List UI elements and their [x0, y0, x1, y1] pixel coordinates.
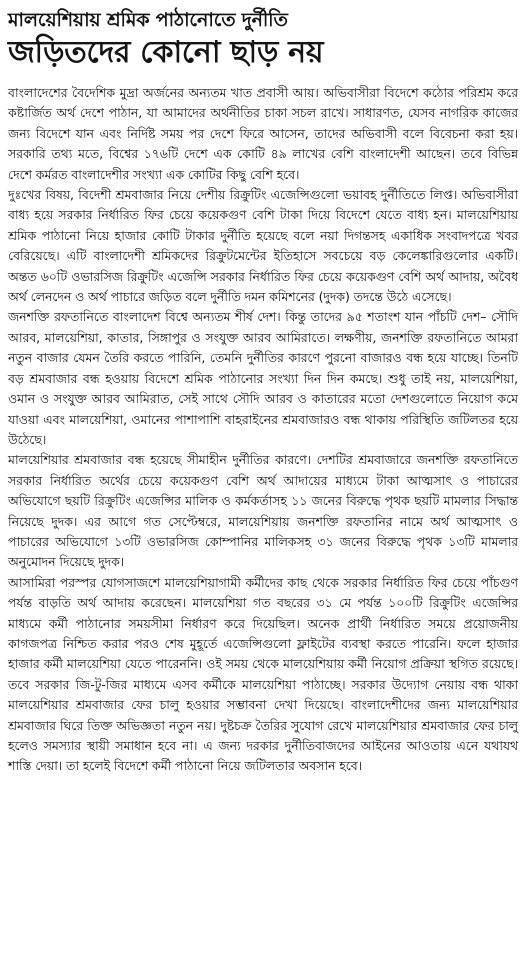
- paragraph-2: দুঃখের বিষয়, বিদেশী শ্রমবাজার নিয়ে দেশীয় রিক্রুটিং এজেন্সিগুলো ভয়াবহ দুর্নীতিতে লিপ্ত। অভিবাসীরা বাধ্য হয়ে সরকার নির্ধারিত ফির চেয়ে কয়েকগুণ বেশি টাকা দিয়ে বিদেশে যেতে বাধ্য হন। মালয়েশিয়ায় শ্রমিক পাঠানো নিয়ে হাজার কোটি টাকার দুর্নীতি হয়েছে বলে নয়া দিগন্তসহ একাধিক সংবাদপত্রে খবর বেরিয়েছে। এটি বাংলাদেশী শ্রমিকদের রিক্রুটমেন্টের ইতিহাসে সবচেয়ে বড় কেলেঙ্কারিগুলোর একটি। অন্তত ৬০টি ওভারসিজ রিক্রুটিং এজেন্সি সরকার নির্ধারিত ফির চেয়ে কয়েকগুণ বেশি অর্থ আদায়, অবৈধ অর্থ লেনদেন ও অর্থ পাচারে জড়িত বলে দুর্নীতি দমন কমিশনের (দুদক) তদন্তে উঠে এসেছে।: [8, 187, 518, 305]
- headline: জড়িতদের কোনো ছাড় নয়: [8, 35, 324, 70]
- paragraph-4: মালয়েশিয়ার শ্রমবাজার বন্ধ হয়েছে সীমাহীন দুর্নীতির কারণে। দেশটির শ্রমবাজারে জনশক্তি রফতানিতে সরকার নির্ধারিত অর্থের চেয়ে কয়েকগুণ বেশি অর্থ আদায়ের মাধ্যমে টাকা আত্মসাৎ ও পাচারের অভিযোগে ছয়টি রিক্রুটিং এজেন্সির মালিক ও কর্মকর্তাসহ ১১ জনের বিরুদ্ধে পৃথক ছয়টি মামলার সিদ্ধান্ত নিয়েছে দুদক। এর আগে গত সেপ্টেম্বরে, মালয়েশিয়ায় জনশক্তি রফতানির নামে অর্থ আত্মসাৎ ও পাচারের অভিযোগে ১৩টি ওভারসিজ কোম্পানির মালিকসহ ৩১ জনের বিরুদ্ধে পৃথক ১৩টি মামলার অনুমোদন দিয়েছে দুদক।: [8, 452, 518, 570]
- paragraph-5: আসামিরা পরস্পর যোগসাজশে মালয়েশিয়াগামী কর্মীদের কাছ থেকে সরকার নির্ধারিত ফির চেয়ে পাঁচগুণ পর্যন্ত বাড়তি অর্থ আদায় করেছেন। মালয়েশিয়া গত বছরের ৩১ মে পর্যন্ত ১০০টি রিক্রুটিং এজেন্সির মাধ্যমে কর্মী পাঠানোর সময়সীমা নির্ধারণ করে দিয়েছিল। অনেক প্রার্থী নির্ধারিত সময়ে প্রয়োজনীয় কাগজপত্র নিশ্চিত করার পরও শেষ মুহূর্তে এজেন্সিগুলো ফ্লাইটের ব্যবস্থা করতে পারেনি। ফলে হাজার হাজার কর্মী মালয়েশিয়া যেতে পারেননি। ওই সময় থেকে মালয়েশিয়ায় কর্মী নিয়োগ প্রক্রিয়া স্থগিত রয়েছে। তবে সরকার জি-টু-জির মাধ্যমে এসব কর্মীকে মালয়েশিয়া পাঠাচ্ছে। সরকার উদ্যোগ নেয়ায় বন্ধ থাকা মালয়েশিয়ার শ্রমবাজার ফের চালু হওয়ার সম্ভাবনা দেখা দিয়েছে। বাংলাদেশীদের জন্য মালয়েশিয়ার শ্রমবাজার ঘিরে তিক্ত অভিজ্ঞতা নতুন নয়। দুষ্টচক্র তৈরির সুযোগ রেখে মালয়েশিয়ার শ্রমবাজার ফের চালু হলেও সমস্যার স্থায়ী সমাধান হবে না। এ জন্য দরকার দুর্নীতিবাজদের আইনের আওতায় এনে যথাযথ শাস্তি দেয়া। তা হলেই বিদেশে কর্মী পাঠানো নিয়ে জটিলতার অবসান হবে।: [8, 574, 518, 774]
- paragraph-1: বাংলাদেশের বৈদেশিক মুদ্রা অর্জনের অন্যতম খাত প্রবাসী আয়। অভিবাসীরা বিদেশে কঠোর পরিশ্রম করে কষ্টার্জিত অর্থ দেশে পাঠান, যা আমাদের অর্থনীতির চাকা সচল রাখে। সাধারণত, যেসব নাগরিক কাজের জন্য বিদেশে যান এবং নির্দিষ্ট সময় পর দেশে ফিরে আসেন, তাদের অভিবাসী বলে বিবেচনা করা হয়। সরকারি তথ্য মতে, বিশ্বের ১৭৬টি দেশে এক কোটি ৪৯ লাখের বেশি বাংলাদেশী আছেন। তবে বিভিন্ন দেশে কর্মরত বাংলাদেশীর সংখ্যা এক কোটির কিছু বেশি হবে।: [8, 85, 518, 182]
- paragraph-3: জনশক্তি রফতানিতে বাংলাদেশ বিশ্বে অন্যতম শীর্ষ দেশ। কিন্তু তাদের ৯৫ শতাংশ যান পাঁচটি দেশ– সৌদি আরব, মালয়েশিয়া, কাতার, সিঙ্গাপুর ও সংযুক্ত আরব আমিরাতে। লক্ষণীয়, জনশক্তি রফতানিতে আমরা নতুন বাজার যেমন তৈরি করতে পারিনি, তেমনি দুর্নীতির কারণে পুরনো বাজারও বন্ধ হয়ে যাচ্ছে। তিনটি বড় শ্রমবাজার বন্ধ হওয়ায় বিদেশে শ্রমিক পাঠানোর সংখ্যা দিন দিন কমছে। শুধু তাই নয়, মালয়েশিয়া, ওমান ও সংযুক্ত আরব আমিরাত, সেই সাথে সৌদি আরব ও কাতারের মতো দেশগুলোতে নিয়োগ কমে যাওয়া এবং মালয়েশিয়া, ওমানের পাশাপাশি বাহরাইনের শ্রমবাজারও বন্ধ থাকায় পরিস্থিতি জটিলতর হয়ে উঠেছে।: [8, 309, 518, 447]
- kicker-title: মালয়েশিয়ায় শ্রমিক পাঠানোতে দুর্নীতি: [8, 9, 288, 31]
